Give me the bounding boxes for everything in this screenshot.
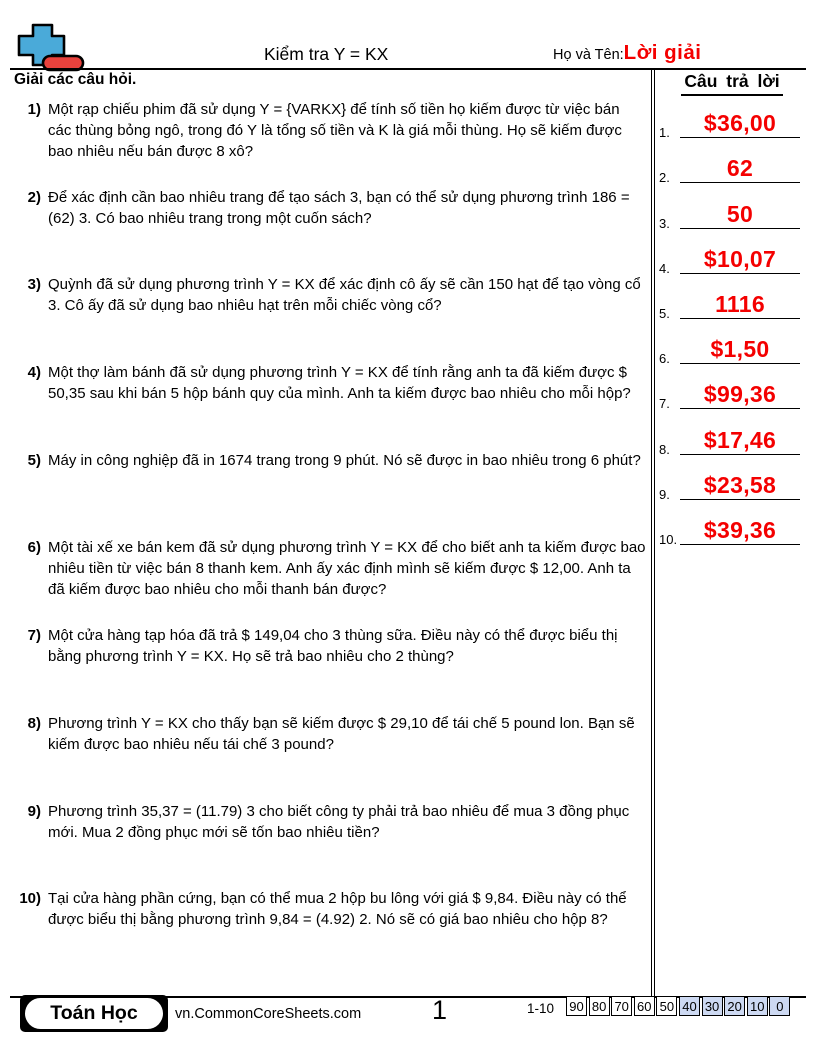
name-row [553,41,701,65]
question-item [14,713,652,801]
answers-heading: Câu trả lời [658,71,806,96]
score-grid [566,996,790,1016]
answer-line [680,273,800,274]
answer-line [680,363,800,364]
answer-line [680,544,800,545]
score-cell: 10 [747,996,768,1016]
question-text: Một cửa hàng tạp hóa đã trả $ 149,04 cho 3 thùng sữa. Điều này có thể được biểu thị bằng phương trình Y = KX. Họ sẽ trả bao nhiêu cho 2 thùng? [48,627,618,666]
answer-line [680,499,800,500]
question-text: Phương trình Y = KX cho thấy bạn sẽ kiếm được $ 29,10 để tái chế 5 pound lon. Bạn sẽ kiếm được bao nhiêu nếu tái chế 3 pound? [48,714,635,753]
answer-number: 2. [659,170,670,186]
answer-value: $1,50 [710,336,770,363]
question-item [14,537,652,625]
answer-line [680,182,800,183]
score-cell: 80 [589,996,610,1016]
score-cell: 90 [566,996,587,1016]
answer-item [656,325,806,370]
answer-item [656,235,806,280]
answer-value: 50 [726,200,754,227]
answers-list [656,99,806,551]
answer-item [656,506,806,551]
score-cell: 0 [769,996,790,1016]
question-number: 4) [27,364,41,382]
page-title: Kiểm tra Y = KX [264,44,389,64]
question-text: Tại cửa hàng phần cứng, bạn có thể mua 2 hộp bu lông với giá $ 9,84. Điều này có thể được biểu thị bằng phương trình 9,84 = (4.92) 2. Nó sẽ có giá bao nhiêu cho hộp 8? [48,890,627,929]
answer-value: $23,58 [703,471,777,498]
question-text: Phương trình 35,37 = (11.79) 3 cho biết công ty phải trả bao nhiêu để mua 3 đồng phục mới. Mua 2 đồng phục mới sẽ tốn bao nhiêu tiền? [48,802,630,841]
answer-number: 9. [659,486,670,502]
answer-value: 62 [726,155,754,182]
question-number: 8) [27,714,41,732]
question-number: 7) [27,627,41,645]
answer-item [656,144,806,189]
question-number: 10) [19,890,41,908]
page-number: 1 [432,995,448,1025]
answer-line [680,454,800,455]
question-number: 1) [27,101,41,118]
answer-number: 3. [659,215,670,231]
answer-number: 8. [659,441,670,457]
question-item [14,187,652,275]
answer-number: 10. [659,531,678,547]
answer-value: $10,07 [703,245,777,272]
name-value: Lời giải [623,41,702,64]
question-text: Máy in công nghiệp đã in 1674 trang trong 9 phút. Nó sẽ được in bao nhiêu trong 6 phút? [48,451,641,469]
score-cell: 40 [679,996,700,1016]
answer-number: 4. [659,260,670,276]
answer-value: $36,00 [703,110,777,137]
subject-badge [20,995,168,1032]
answer-line [680,318,800,319]
question-item [14,888,652,976]
header-rule [10,68,806,70]
question-text: Một rạp chiếu phim đã sử dụng Y = {VARKX} để tính số tiền họ kiếm được từ việc bán các thùng bỏng ngô, trong đó Y là tổng số tiền và K là giá mỗi thùng. Họ sẽ kiếm được bao nhiêu nếu bán được 8 xô? [48,101,622,160]
answer-value: $39,36 [703,516,777,543]
question-number: 2) [27,188,41,206]
answer-line [680,228,800,229]
site-url: vn.CommonCoreSheets.com [175,1006,362,1022]
column-separator [651,69,655,997]
answer-item [656,461,806,506]
answer-value: 1116 [715,290,765,317]
answer-item [656,99,806,144]
score-cell: 50 [656,996,677,1016]
question-item [14,274,652,362]
question-number: 6) [27,539,41,557]
score-cell: 20 [724,996,745,1016]
question-text: Một tài xế xe bán kem đã sử dụng phương trình Y = KX để cho biết anh ta kiếm được bao nhiêu tiền từ việc bán 8 thanh kem. Anh ấy xác định mình sẽ kiếm được $ 12,00. Anh ta đã kiếm được bao nhiêu cho mỗi thanh bán được? [48,539,646,599]
score-cell: 70 [611,996,632,1016]
question-text: Một thợ làm bánh đã sử dụng phương trình Y = KX để tính rằng anh ta đã kiếm được $ 50,35 sau khi bán 5 hộp bánh quy của mình. Anh ta kiếm được bao nhiêu cho mỗi hộp? [48,364,631,403]
question-text: Để xác định cần bao nhiêu trang để tạo sách 3, bạn có thể sử dụng phương trình 186 = (62) 3. Có bao nhiêu trang trong một cuốn sách? [48,188,630,227]
question-number: 3) [27,276,41,294]
question-item [14,362,652,450]
answer-line [680,408,800,409]
answer-number: 6. [659,351,670,367]
score-cell: 30 [702,996,723,1016]
question-text: Quỳnh đã sử dụng phương trình Y = KX để xác định cô ấy sẽ cần 150 hạt để tạo vòng cổ 3. Cô ấy đã sử dụng bao nhiêu hạt trên mỗi chiếc vòng cổ? [48,276,641,315]
answer-item [656,280,806,325]
name-label: Họ và Tên: [553,47,624,63]
question-number: 5) [27,451,41,469]
answer-item [656,370,806,415]
answer-item [656,415,806,460]
subject-badge-label: Toán Học [25,998,163,1029]
questions-list [14,99,652,976]
question-item [14,99,652,187]
answer-value: $17,46 [703,426,777,453]
question-number: 9) [27,802,41,820]
score-range-label: 1-10 [527,1001,555,1016]
answer-number: 7. [659,396,670,412]
answer-item [656,189,806,234]
instructions: Giải các câu hỏi. [14,71,137,88]
question-item [14,801,652,889]
question-item [14,625,652,713]
answer-value: $99,36 [703,381,777,408]
plus-minus-logo-icon [17,23,103,73]
answer-number: 5. [659,305,670,321]
question-item [14,450,652,538]
answer-line [680,137,800,138]
answer-number: 1. [659,125,670,141]
score-cell: 60 [634,996,655,1016]
